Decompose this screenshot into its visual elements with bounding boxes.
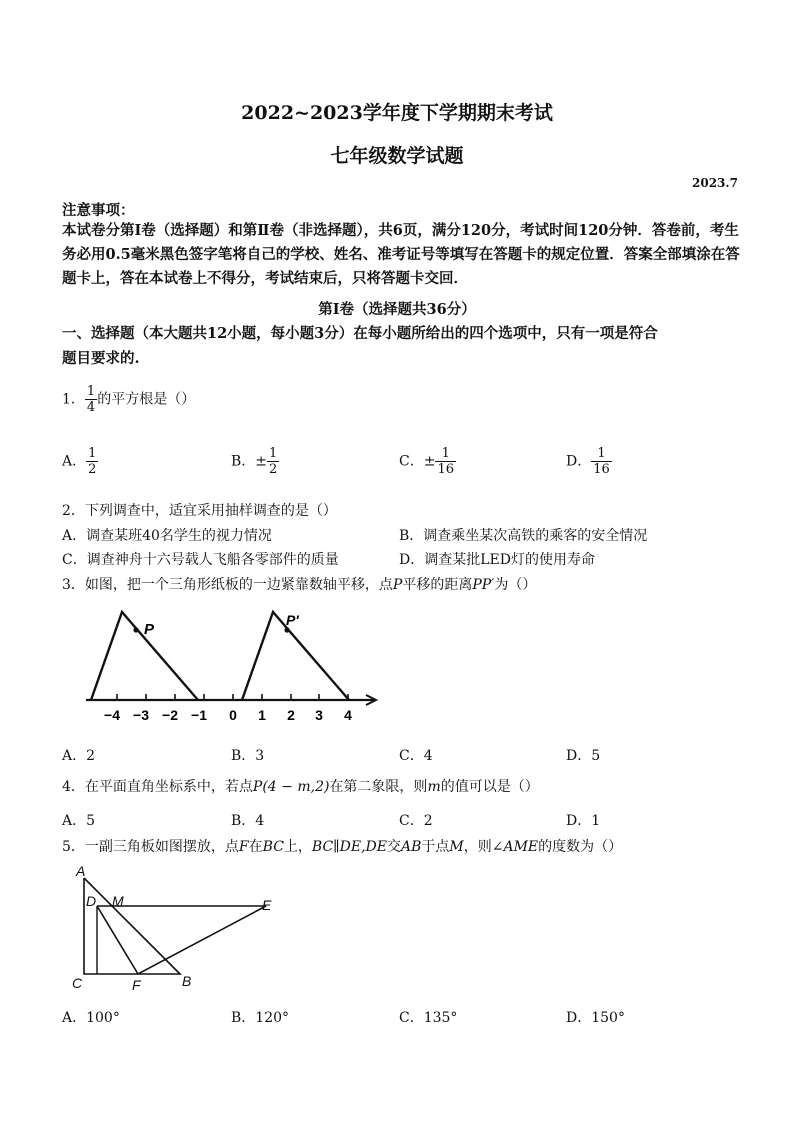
q1-c-label: C． [399,453,424,470]
q3-option-a[interactable]: A．2 [62,748,96,764]
q4-stem [62,776,539,796]
q4-stem-mid: 在第二象限，则 [329,779,428,795]
q1-c-num: 1 [435,446,456,462]
q5-stem-ab: AB [400,839,422,855]
q5-stem-on: 在 [248,839,263,855]
q1-b-den: 2 [269,462,278,477]
q1-b-sign: ± [255,453,268,470]
q5-figure [66,862,296,994]
q5-label-d: D [86,893,97,909]
q3-option-c[interactable]: C．4 [399,748,433,764]
q4-option-d[interactable]: D．1 [566,813,601,829]
q3-stem [62,574,536,594]
q5-stem-at: 于点 [421,839,450,855]
q1-number: 1． [62,391,85,408]
q1-option-c[interactable] [399,446,456,477]
q3-stem-pre: 3．如图，把一个三角形纸板的一边紧靠数轴平移，点 [62,577,393,593]
question-1 [62,384,195,415]
q4-stem-post: 的值可以是（） [440,779,539,795]
q3-label-p-prime: P′ [286,612,299,628]
q4-stem-point: P(4 − m,2) [252,779,330,795]
q3-tick-label: −4 [104,707,120,723]
q3-tick-label: 0 [229,707,237,723]
q4-option-b[interactable]: B．4 [231,813,265,829]
q5-stem-cond: BC∥DE,DE [311,839,387,855]
exam-date: 2023.7 [692,176,738,190]
q1-option-b[interactable] [231,446,279,477]
q1-a-den: 2 [88,462,97,477]
section-heading-line1: 一、选择题（本大题共12小题，每小题3分）在每小题所给出的四个选项中，只有一项是符合 [62,325,658,342]
notice-body: 本试卷分第Ⅰ卷（选择题）和第Ⅱ卷（非选择题），共6页，满分120分，考试时间120分钟．答卷前，考生务必用0.5毫米黑色签字笔将自己的学校、姓名、准考证号等填写在答题卡的规定位置．答案全部填涂在答题卡上，答在本试卷上不得分，考试结束后，只将答题卡交回． [62,222,740,287]
q1-d-frac [591,446,612,477]
q1-c-frac [435,446,456,477]
q5-stem-up: 上， [283,839,312,855]
q1-d-den: 16 [593,462,610,477]
q1-b-frac [267,446,279,477]
q4-option-c[interactable]: C．2 [399,813,433,829]
q5-stem-f: F [238,839,249,855]
q1-b-num: 1 [269,446,278,461]
q2-option-c[interactable]: C．调查神舟十六号载人飞船各零部件的质量 [62,552,339,568]
q1-option-a[interactable] [62,446,98,477]
q2-option-a[interactable]: A．调查某班40名学生的视力情况 [62,528,272,544]
q3-label-p: P [144,621,155,638]
q5-stem-post: 的度数为（） [538,839,623,855]
q5-label-f: F [132,977,141,993]
notice-heading: 注意事项： [62,202,135,219]
q4-option-a[interactable]: A．5 [62,813,96,829]
exam-title: 2022~2023学年度下学期期末考试 [241,102,553,124]
q1-a-label: A． [62,453,87,470]
q3-figure [76,604,386,726]
q1-c-den: 16 [437,462,454,477]
q3-stem-p: P [392,577,403,593]
q3-tick-label: −1 [191,707,207,723]
q1-d-num: 1 [591,446,612,462]
q3-point-p-prime [284,627,289,632]
q5-option-b[interactable]: B．120° [231,1010,290,1026]
q3-tick-label: −3 [133,707,149,723]
q5-label-e: E [262,897,272,913]
q5-option-d[interactable]: D．150° [566,1010,625,1026]
q5-stem-pre: 5．一副三角板如图摆放，点 [62,839,239,855]
q1-c-sign: ± [423,453,436,470]
q3-option-d[interactable]: D．5 [566,748,601,764]
q3-tick-label: 3 [315,707,323,723]
q3-tick-label: 2 [287,707,295,723]
q2-stem: 2．下列调查中，适宜采用抽样调查的是（） [62,503,337,519]
q5-stem-cross: 交 [386,839,401,855]
q1-a-frac [86,446,98,477]
q1-option-d[interactable] [566,446,612,477]
q1-stem: 的平方根是（） [97,391,196,408]
q5-stem-angle: ∠AME [491,839,539,855]
q4-stem-m: m [427,779,441,795]
q5-option-c[interactable]: C．135° [399,1010,458,1026]
q3-stem-mid: 平移的距离 [402,577,473,593]
q3-tick-label: 1 [258,707,266,723]
q3-option-b[interactable]: B．3 [231,748,265,764]
q5-stem-then: ，则 [463,839,492,855]
q4-stem-pre: 4．在平面直角坐标系中，若点 [62,779,253,795]
q1-fraction [85,384,97,415]
q3-stem-post: 为（） [494,577,537,593]
q5-label-a: A [76,863,86,879]
q5-stem [62,836,622,856]
q1-a-num: 1 [88,446,97,461]
q3-tick-label: −2 [162,707,178,723]
part-title: 第Ⅰ卷（选择题共36分） [318,301,476,318]
q5-label-m: M [112,893,124,909]
q2-option-d[interactable]: D．调查某批LED灯的使用寿命 [399,552,595,568]
q5-label-c: C [72,975,83,991]
q1-d-label: D． [566,453,592,470]
q5-stem-bc: BC [262,839,284,855]
exam-subtitle: 七年级数学试题 [330,145,464,167]
q2-option-b[interactable]: B．调查乘坐某次高铁的乘客的安全情况 [399,528,648,544]
q3-stem-pp: PP′ [472,577,495,593]
q3-tick-label: 4 [344,707,352,723]
q5-option-a[interactable]: A．100° [62,1010,120,1026]
q5-label-b: B [182,973,192,989]
q1-frac-num: 1 [86,384,96,399]
q1-b-label: B． [231,453,256,470]
q1-frac-den: 4 [86,400,96,415]
section-heading-line2: 题目要求的. [62,350,140,367]
q3-point-p [133,627,138,632]
q5-stem-m: M [449,839,464,855]
